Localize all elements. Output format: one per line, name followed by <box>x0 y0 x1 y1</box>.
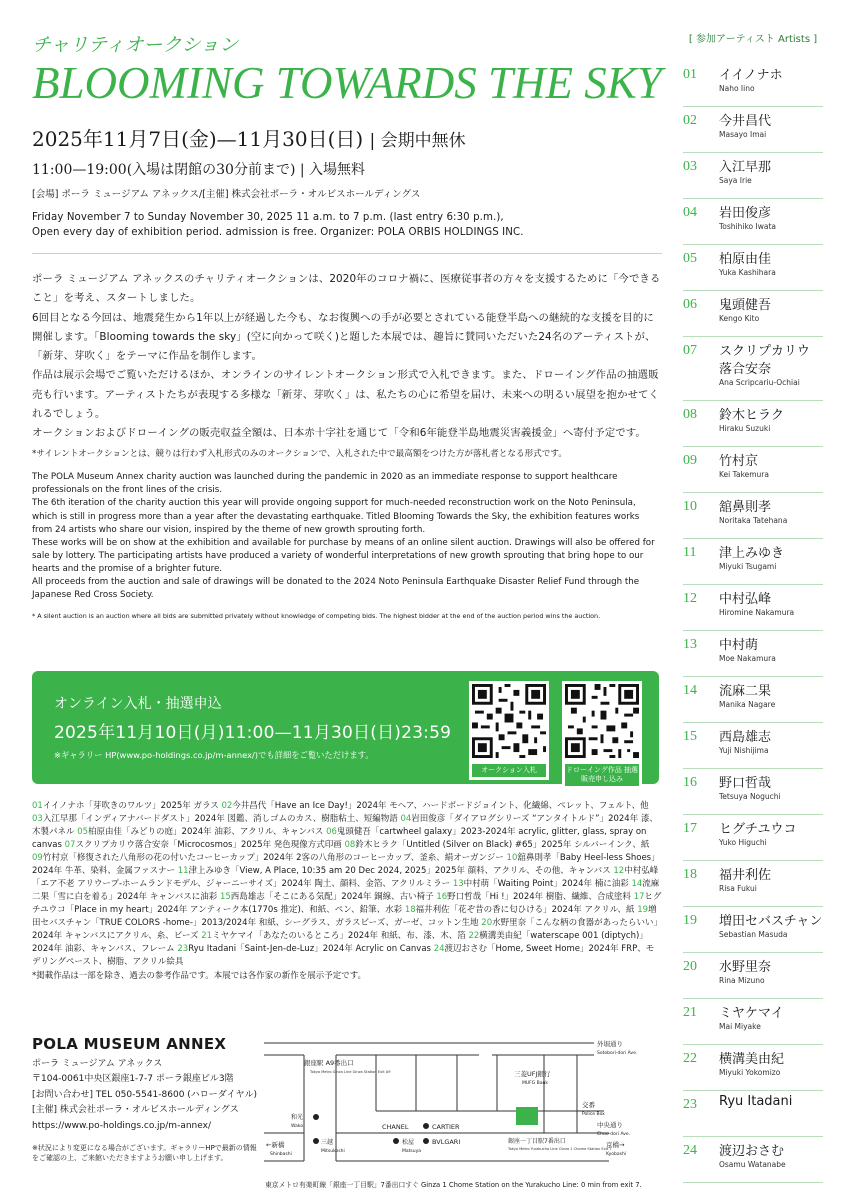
work-entry: 今井昌代「Have an Ice Day!」2024年 モヘア、ハードボードジョイント、化繊綿、ペレット、フェルト、他 <box>232 801 649 811</box>
website-link[interactable]: https://www.po-holdings.co.jp/m-annex/ <box>32 1120 211 1131</box>
work-number: 04 <box>400 814 412 824</box>
artist-row <box>683 245 823 291</box>
map-pin <box>393 1138 399 1144</box>
works-list <box>32 800 662 983</box>
map-label: Wako <box>291 1124 304 1129</box>
map-label: CHANEL <box>382 1123 409 1131</box>
work-entry: Ryu Itadani「Saint-Jen-de-Luz」2024年 Acrylic on Canvas <box>188 944 431 954</box>
map-label: Tokyo Metro Ginza Line Ginza Station Exit A9 <box>310 1070 391 1074</box>
venue-line: [会場] ポーラ ミュージアム アネックス/[主催] 株式会社ポーラ・オルビスホールディングス <box>32 188 421 200</box>
artist-name-jp: 野口哲哉 <box>719 776 772 791</box>
artist-name-en: Yuji Nishijima <box>719 746 769 755</box>
artist-name-en: Risa Fukui <box>719 884 757 893</box>
artist-number: 22 <box>683 1051 697 1066</box>
artist-row <box>683 631 823 677</box>
english-info <box>32 210 662 242</box>
map-label: 和光 <box>291 1114 304 1121</box>
map-label: 交番 <box>582 1101 595 1109</box>
work-number: 13 <box>452 879 464 889</box>
artist-name-en: Miyuki Yokomizo <box>719 1068 781 1077</box>
artist-number: 15 <box>683 729 697 744</box>
work-number: 19 <box>637 905 649 915</box>
artist-number: 13 <box>683 637 697 652</box>
work-number: 08 <box>344 840 356 850</box>
intro-paragraph: All proceeds from the auction and sale of drawings will be donated to the 2024 Noto Peninsula Earthquake Disaster Relief Fund through the Japanese Red Cross Society. <box>32 576 640 600</box>
works-note: *掲載作品は一部を除き、過去の参考作品です。本展では各作家の新作を展示予定です。 <box>32 971 367 981</box>
artist-name-jp: 津上みゆき <box>719 546 785 561</box>
map-label: Sotobori-dori Ave. <box>597 1051 638 1056</box>
work-entry: 岩田俊彦「ダイアログシリーズ “アンタイトルド”」2024年 漆、木製パネル <box>32 814 658 837</box>
organizer: [主催] 株式会社ポーラ・オルビスホールディングス <box>32 1105 239 1116</box>
work-number: 05 <box>77 827 89 837</box>
work-entry: 流麻二果「雪に白を着る」2024年 キャンバスに油彩 <box>32 879 660 902</box>
online-title: オンライン入札・抽選申込 <box>54 696 222 712</box>
online-note: ※ギャラリー HP(www.po-holdings.co.jp/m-annex/)でも詳細をご覧いただけます。 <box>54 750 374 760</box>
pola-museum-annex-logo: POLA MUSEUM ANNEX <box>32 1035 227 1053</box>
artist-name-en: Moe Nakamura <box>719 654 776 663</box>
event-title: BLOOMING TOWARDS THE SKY <box>32 58 662 108</box>
work-number: 01 <box>32 801 43 811</box>
artist-name-en: Yuko Higuchi <box>719 838 767 847</box>
work-number: 03 <box>32 814 43 824</box>
map-label: Mitsukoshi <box>321 1149 345 1154</box>
artist-row <box>683 677 823 723</box>
artist-name-jp: 柏原由佳 <box>719 252 772 267</box>
artist-row <box>683 493 823 539</box>
artist-name-jp: 中村弘峰 <box>719 592 772 607</box>
map-label: 三菱UFJ銀行 <box>514 1070 551 1078</box>
map-label: Police Box <box>582 1112 605 1117</box>
artist-name-jp: 横溝美由紀 <box>719 1052 785 1067</box>
artist-row <box>683 1045 823 1091</box>
artist-number: 17 <box>683 821 697 836</box>
museum-name: ポーラ ミュージアム アネックス <box>32 1059 163 1069</box>
map-label: BVLGARI <box>432 1138 461 1146</box>
work-entry: 鈴木ヒラク「Untitled (Silver on Black) #65」2025年 シルバーインク、紙 <box>355 840 650 850</box>
artist-name-jp: ミヤケマイ <box>719 1006 784 1021</box>
work-entry: 水野里奈「こんな柄の食器があったらいい」2024年 キャンバスにアクリル、糸、ビーズ <box>32 918 658 941</box>
artist-number: 23 <box>683 1097 697 1112</box>
work-number: 21 <box>201 931 213 941</box>
artist-list <box>683 61 823 1183</box>
artist-name-en: Sebastian Masuda <box>719 930 788 939</box>
artist-name-jp: スクリプカリウ <box>719 344 810 359</box>
work-number: 15 <box>219 892 231 902</box>
silent-auction-note-jp: *サイレントオークションとは、競りは行わず入札形式のみのオークションで、入札された中で最高額をつけた方が落札者となる形式です。 <box>32 449 567 460</box>
artist-name-jp: 鬼頭健吾 <box>719 298 772 313</box>
artist-row <box>683 861 823 907</box>
map-pin <box>423 1138 429 1144</box>
map-label: MUFG Bank <box>522 1081 548 1086</box>
work-number: 06 <box>326 827 337 837</box>
intro-paragraph: The 6th iteration of the charity auction this year will provide ongoing support for much-needed reconstruction work on the Noto Peninsula, which is still in progress more than a year after the devastating earthquake. Titled Blooming Towards the Sky, the exhibition features works from 24 artists who share our vision, inspired by the theme of new growth sprouting forth. <box>32 498 640 535</box>
qr-drawing-lottery[interactable] <box>562 681 642 789</box>
artist-number: 03 <box>683 159 697 174</box>
work-entry: 津上みゆき「View, A Place, 10:35 am 20 Dec 2024, 2025」2025年 顔料、アクリル、その他、キャンバス <box>188 866 611 876</box>
artist-name-en: Kengo Kito <box>719 314 760 323</box>
artist-name-jp: 水野里奈 <box>719 960 772 975</box>
artist-name-jp: 流麻二果 <box>719 684 772 699</box>
address: 〒104-0061中央区銀座1-7-7 ポーラ銀座ビル3階 <box>32 1074 234 1085</box>
map-label: CARTIER <box>432 1123 460 1131</box>
online-dates: 2025年11月10日(月)11:00—11月30日(日)23:59 <box>54 723 452 743</box>
artist-name-en: Ana Scripcariu-Ochiai <box>719 378 800 387</box>
artists-column <box>683 30 823 1183</box>
artist-name-en: Hiromine Nakamura <box>719 608 795 617</box>
artist-row <box>683 153 823 199</box>
artist-number: 02 <box>683 113 697 128</box>
artist-name-jp: Ryu Itadani <box>719 1094 793 1109</box>
work-entry: ヒグチユウコ「Place in my heart」2024年 アンティーク本(1770s 推定)、和紙、ペン、鉛筆、水彩 <box>32 892 662 915</box>
artist-name-jp: 西島雄志 <box>719 730 772 745</box>
artist-name-en: Mai Miyake <box>719 1022 761 1031</box>
map-label: Chuo-dori Ave. <box>597 1132 631 1137</box>
work-entry: 野口哲哉「Hi !」2024年 樹脂、繊維、合成塗料 <box>447 892 631 902</box>
exhibition-dates <box>32 123 662 152</box>
work-number: 22 <box>468 931 480 941</box>
footer-note: ※状況により変更になる場合がございます。ギャラリーHPで最新の情報をご確認の上、ご来館いただきますようお願い申し上げます。 <box>32 1144 257 1163</box>
qr-code-icon[interactable] <box>565 684 639 758</box>
work-entry: 中村萌「Waiting Point」2024年 楠に油彩 <box>463 879 629 889</box>
map-label: ←新橋 <box>266 1141 285 1149</box>
artist-row <box>683 723 823 769</box>
map-label: 銀座一丁目駅7番出口 <box>508 1138 566 1145</box>
work-entry: 舘鼻則孝「Baby Heel-less Shoes」2024年 牛革、染料、金属ファスナー <box>32 853 660 876</box>
artist-name-jp: ヒグチユウコ <box>719 822 797 837</box>
phone: [お問い合わせ] TEL 050-5541-8600 (ハローダイヤル) <box>32 1089 258 1100</box>
artist-row <box>683 1091 823 1137</box>
divider <box>32 253 662 254</box>
intro-paragraph: オークションおよびドローイングの販売収益全額は、日本赤十字社を通じて「令和6年能登半島地震災害義援金」へ寄付予定です。 <box>32 427 646 440</box>
artist-name-jp: 福井利佐 <box>719 868 772 883</box>
intro-japanese <box>32 270 662 443</box>
qr-auction[interactable] <box>469 681 549 780</box>
map-label: 三越 <box>321 1139 334 1146</box>
artist-number: 24 <box>683 1143 697 1158</box>
artist-row <box>683 107 823 153</box>
artist-name-en: Toshihiko Iwata <box>719 222 777 231</box>
artist-name-en: Hiraku Suzuki <box>719 424 771 433</box>
artist-name-en: Tetsuya Noguchi <box>719 792 781 801</box>
work-number: 16 <box>436 892 448 902</box>
work-number: 10 <box>506 853 518 863</box>
opening-hours <box>32 159 662 179</box>
work-entry: 入江早那「インディアナバードダスト」2024年 図鑑、消しゴムのカス、樹脂粘土、短編物語 <box>42 814 398 824</box>
work-entry: 竹村京「修復された八角形の花の付いたコーヒーカップ」2024年 2客の八角形のコーヒーカップ、釜糸、絹オーガンジー <box>42 853 504 863</box>
artist-name-en: Naho Iino <box>719 84 755 93</box>
work-entry: スクリプカリウ落合安奈「Microcosmos」2025年 発色現像方式印画 <box>75 840 342 850</box>
artist-name-jp: 入江早那 <box>719 160 772 175</box>
artist-number: 09 <box>683 453 697 468</box>
artists-title: [ 参加アーティスト Artists ] <box>688 34 818 45</box>
artist-number: 10 <box>683 499 697 514</box>
works-body <box>32 801 661 967</box>
artist-number: 05 <box>683 251 697 266</box>
qr-label: オークション入札 <box>472 764 546 777</box>
map-pin <box>313 1114 319 1120</box>
silent-auction-note-en: * A silent auction is an auction where all bids are submitted privately without knowledge of competing bids. The highest bidder at the end of the auction period wins the auction. <box>32 611 601 620</box>
work-number: 02 <box>221 801 233 811</box>
map-label: 銀座駅 A9番出口 <box>304 1059 354 1067</box>
artist-row <box>683 291 823 337</box>
artist-number: 06 <box>683 297 697 312</box>
artist-name-jp: イイノナホ <box>719 68 783 83</box>
artist-number: 01 <box>683 67 697 82</box>
footer <box>32 1035 662 1195</box>
dates-text: 2025年11月7日(金)—11月30日(日) <box>32 126 364 151</box>
artist-row <box>683 585 823 631</box>
artist-name-jp: 今井昌代 <box>719 114 772 129</box>
work-entry: 福井利佐「花ぞ昔の香に匂ひける」2024年 アクリル、紙 <box>415 905 635 915</box>
work-number: 14 <box>631 879 643 889</box>
artist-row <box>683 815 823 861</box>
event-subtitle: チャリティオークション <box>32 34 239 56</box>
intro-paragraph: The POLA Museum Annex charity auction was launched during the pandemic in 2020 as an immediate response to support healthcare professionals on the front lines of the crisis. <box>32 472 618 496</box>
english-info-line: Friday November 7 to Sunday November 30, 2025 11 a.m. to 7 p.m. (last entry 6:30 p.m.), <box>32 211 504 223</box>
work-number: 07 <box>64 840 76 850</box>
artist-number: 07 <box>683 343 697 358</box>
map-pin <box>423 1123 429 1129</box>
artist-name-jp: 中村萌 <box>719 638 759 653</box>
intro-paragraph: These works will be on show at the exhibition and available for purchase by means of an online silent auction. Drawings will also be offered for sale by lottery. The participating artists have produced a variety of wonderful interpretations of new growth sprouting that bring hope to our hearts and the promise of a brighter future. <box>32 537 655 574</box>
artist-number: 21 <box>683 1005 697 1020</box>
online-bidding-banner <box>32 671 659 784</box>
artist-number: 14 <box>683 683 697 698</box>
work-number: 17 <box>633 892 645 902</box>
map-label: 京橋→ <box>606 1141 625 1149</box>
map-label: 松屋 <box>402 1139 415 1146</box>
artist-number: 12 <box>683 591 697 606</box>
artist-name-en: Rina Mizuno <box>719 976 765 985</box>
artist-name-jp: 鈴木ヒラク <box>719 408 785 423</box>
artist-row <box>683 999 823 1045</box>
qr-label: ドローイング作品 抽選販売申し込み <box>565 764 639 786</box>
artist-row <box>683 907 823 953</box>
artist-name-en: Yuka Kashihara <box>719 268 776 277</box>
artist-name-jp: 岩田俊彦 <box>719 206 772 221</box>
qr-code-icon[interactable] <box>472 684 546 758</box>
artist-row <box>683 199 823 245</box>
intro-english <box>32 471 662 601</box>
artist-row <box>683 539 823 585</box>
artist-number: 11 <box>683 545 697 560</box>
artist-name-jp: 増田セバスチャン <box>719 914 823 929</box>
artist-name-en: Kei Takemura <box>719 470 769 479</box>
map-caption: 東京メトロ有楽町線「銀座一丁目駅」7番出口すぐ Ginza 1 Chome Station on the Yurakucho Line: 0 min from exit 7. <box>265 1181 642 1189</box>
work-number: 24 <box>433 944 445 954</box>
artist-name-jp: 渡辺おさむ <box>719 1144 785 1159</box>
work-number: 18 <box>404 905 416 915</box>
artist-number: 04 <box>683 205 697 220</box>
artist-name-en: Miyuki Tsugami <box>719 562 777 571</box>
work-entry: 横溝美由紀「waterscape 001 (diptych)」2024年 油彩、キャンバス、フレーム <box>32 931 648 954</box>
artist-row <box>683 953 823 999</box>
artist-number: 20 <box>683 959 697 974</box>
artist-name-en: Masayo Imai <box>719 130 767 139</box>
map-pin <box>313 1138 319 1144</box>
artist-number: 18 <box>683 867 697 882</box>
artist-number: 16 <box>683 775 697 790</box>
artist-number: 08 <box>683 407 697 422</box>
map-label: 中央通り <box>597 1121 623 1129</box>
artist-name-en: Saya Irie <box>719 176 752 185</box>
map-label: Shinbashi <box>270 1152 292 1157</box>
access-map <box>264 1039 644 1177</box>
artist-number: 19 <box>683 913 697 928</box>
work-entry: 柏原由佳「みどりの庭」2024年 油彩、アクリル、キャンバス <box>88 827 324 837</box>
artist-name-jp: 舘鼻則孝 <box>719 500 772 515</box>
map-label: 外堀通り <box>597 1040 623 1048</box>
time-text: 11:00—19:00(入場は閉館の30分前まで) <box>32 161 296 178</box>
work-number: 12 <box>613 866 625 876</box>
artist-row <box>683 337 823 401</box>
artist-row <box>683 61 823 107</box>
artist-name-jp: 落合安奈 <box>719 362 772 377</box>
map-label: Matsuya <box>402 1149 422 1154</box>
time-suffix: | 入場無料 <box>299 161 366 178</box>
artist-name-en: Manika Nagare <box>719 700 776 709</box>
work-entry: 渡辺おさむ「Home, Sweet Home」2024年 FRP、モデリングペースト、樹脂、アクリル絵具 <box>32 944 655 967</box>
main-column <box>32 30 662 620</box>
artist-row <box>683 1137 823 1183</box>
intro-paragraph: 6回目となる今回は、地震発生から1年以上が経過した今も、なお復興への手が必要とされている能登半島への継続的な支援を目的に開催します。「Blooming towards the sky」(空に向かって咲く)と題した本展では、趣旨に賛同いただいた24名のアーティストが、「新芽、芽吹く」をテーマに作品を制作します。 <box>32 311 656 363</box>
work-number: 09 <box>32 853 43 863</box>
artist-name-en: Noritaka Tatehana <box>719 516 788 525</box>
artist-name-jp: 竹村京 <box>719 454 759 469</box>
pola-ginza-building <box>516 1107 538 1125</box>
work-entry: 中村弘峰「エア不老 アリウープ-ホームランドモデル、ジャーニーサイズ」2024年 陶土、顔料、金箔、アクリルミラー <box>32 866 659 889</box>
work-number: 23 <box>177 944 189 954</box>
map-label: Kyobashi <box>606 1152 627 1157</box>
artist-row <box>683 447 823 493</box>
dates-suffix: | 会期中無休 <box>369 130 466 151</box>
work-entry: 鬼頭健吾「cartwheel galaxy」2023-2024年 acrylic, glitter, glass, spray on canvas <box>32 827 647 850</box>
english-info-line: Open every day of exhibition period. admission is free. Organizer: POLA ORBIS HOLDINGS INC. <box>32 227 524 239</box>
intro-paragraph: ポーラ ミュージアム アネックスのチャリティオークションは、2020年のコロナ禍に、医療従事者の方々を支援するために「今できること」を考え、スタートしました。 <box>32 273 661 305</box>
work-entry: 西島雄志「そこにある気配」2024年 銅線、古い椅子 <box>230 892 434 902</box>
artist-row <box>683 769 823 815</box>
work-entry: ミヤケマイ「あなたのいるところ」2024年 和紙、布、漆、木、箔 <box>212 931 466 941</box>
intro-paragraph: 作品は展示会場でご覧いただけるほか、オンラインのサイレントオークション形式で入札できます。また、ドローイング作品の抽選販売も行います。アーティストたちが表現する多様な「新芽、芽吹く」は、私たちの心に希望を届け、未来への明るい展望を抱かせてくれるでしょう。 <box>32 369 660 420</box>
artist-row <box>683 401 823 447</box>
work-number: 11 <box>177 866 189 876</box>
work-entry: 増田セバスチャン「TRUE COLORS -home-」2013/2024年 和紙、シーグラス、ガラスビーズ、ガーゼ、コットン生地 <box>32 905 657 928</box>
artist-name-en: Osamu Watanabe <box>719 1160 786 1169</box>
work-entry: イイノナホ「芽吹きのワルツ」2025年 ガラス <box>42 801 219 811</box>
work-number: 20 <box>481 918 493 928</box>
map-label: Tokyo Metro Yurakucho Line Ginza 1 Chome Station Exit 7 <box>508 1147 612 1151</box>
